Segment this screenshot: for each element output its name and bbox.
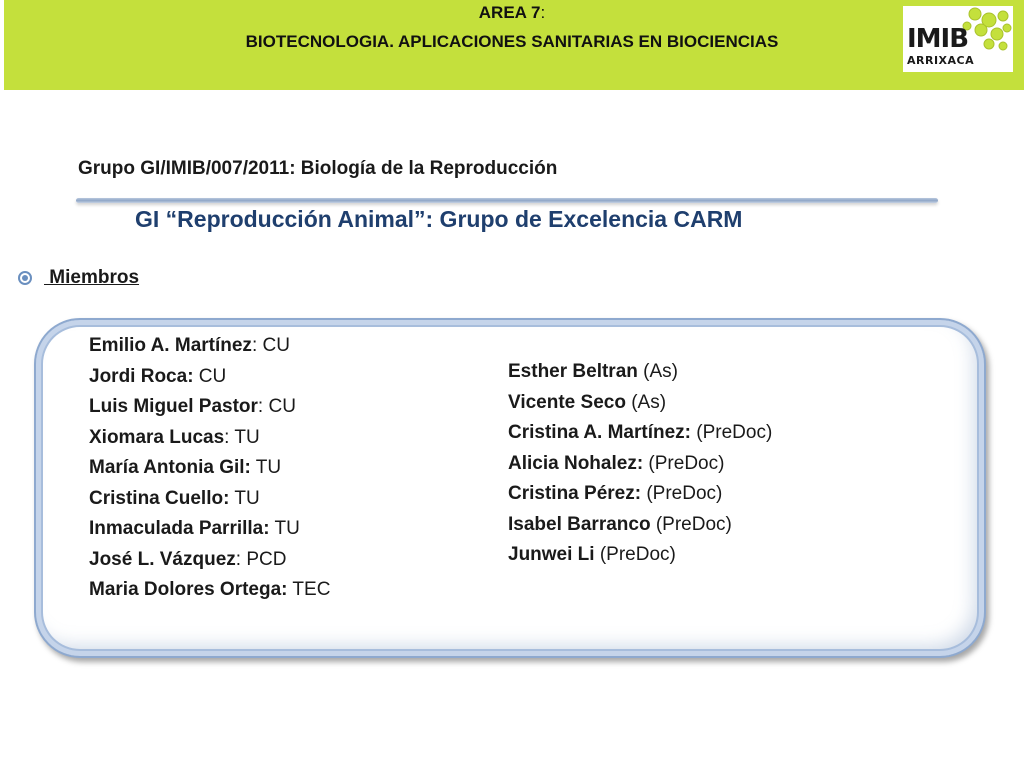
- title-divider: [76, 198, 938, 203]
- area-number: [0, 3, 1024, 23]
- group-subtitle: GI “Reproducción Animal”: Grupo de Excelencia CARM: [135, 206, 743, 232]
- members-heading: [18, 264, 139, 292]
- member-name: José L. Vázquez: [89, 548, 236, 570]
- member-item: [89, 514, 330, 545]
- member-role: CU: [193, 365, 227, 387]
- member-item: [508, 510, 772, 541]
- member-name: Cristina A. Martínez:: [508, 422, 691, 443]
- member-item: [89, 575, 330, 606]
- members-list-right: [508, 357, 772, 571]
- members-list-left: [89, 331, 330, 606]
- member-name: Maria Dolores Ortega:: [89, 579, 288, 600]
- member-item: [89, 331, 330, 362]
- member-name: Cristina Cuello:: [89, 487, 230, 509]
- area-label: AREA 7: [478, 3, 541, 22]
- area-colon: :: [540, 3, 546, 22]
- logo-text: IMIB: [907, 24, 969, 54]
- member-name: Inmaculada Parrilla:: [89, 518, 270, 539]
- member-item: [508, 479, 772, 510]
- member-name: Jordi Roca:: [89, 365, 194, 387]
- member-role: (PreDoc): [594, 544, 676, 565]
- logo-subtext: ARRIXACA: [907, 54, 975, 67]
- member-item: [89, 392, 330, 423]
- member-name: Alicia Nohalez:: [508, 452, 644, 474]
- member-role: : PCD: [235, 548, 287, 570]
- member-item: [508, 449, 772, 480]
- member-role: TU: [269, 518, 300, 539]
- member-role: TU: [250, 457, 282, 478]
- member-name: Esther Beltran: [508, 361, 638, 382]
- member-role: (As): [625, 391, 667, 413]
- member-name: Vicente Seco: [508, 391, 626, 413]
- member-item: [89, 362, 330, 393]
- member-item: [89, 423, 330, 454]
- area-name: BIOTECNOLOGIA. APLICACIONES SANITARIAS EN BIOCIENCIAS: [245, 32, 779, 51]
- target-bullet-icon: [18, 271, 32, 285]
- member-item: [89, 484, 330, 515]
- member-role: : CU: [251, 335, 290, 356]
- member-item: [508, 540, 772, 571]
- member-name: Xiomara Lucas: [89, 426, 225, 448]
- group-title: Grupo GI/IMIB/007/2011: Biología de la Reproducción: [78, 158, 558, 179]
- member-item: [508, 418, 772, 449]
- member-name: Isabel Barranco: [508, 513, 651, 535]
- member-name: Emilio A. Martínez: [89, 335, 252, 356]
- member-name: Luis Miguel Pastor: [89, 396, 258, 417]
- member-role: (PreDoc): [643, 452, 725, 474]
- member-role: TU: [229, 487, 260, 509]
- member-role: : CU: [257, 396, 296, 417]
- imib-logo: [903, 6, 1013, 72]
- member-name: Junwei Li: [508, 544, 595, 565]
- member-item: [89, 545, 330, 576]
- member-role: : TU: [224, 426, 260, 448]
- member-role: TEC: [287, 579, 331, 600]
- members-label: Miembros: [44, 267, 140, 288]
- member-name: María Antonia Gil:: [89, 457, 251, 478]
- member-name: Cristina Pérez:: [508, 483, 642, 504]
- member-role: (PreDoc): [641, 483, 723, 504]
- member-item: [89, 453, 330, 484]
- member-item: [508, 388, 772, 419]
- member-role: (PreDoc): [650, 513, 732, 535]
- member-role: (PreDoc): [691, 422, 773, 443]
- member-item: [508, 357, 772, 388]
- member-role: (As): [637, 361, 678, 382]
